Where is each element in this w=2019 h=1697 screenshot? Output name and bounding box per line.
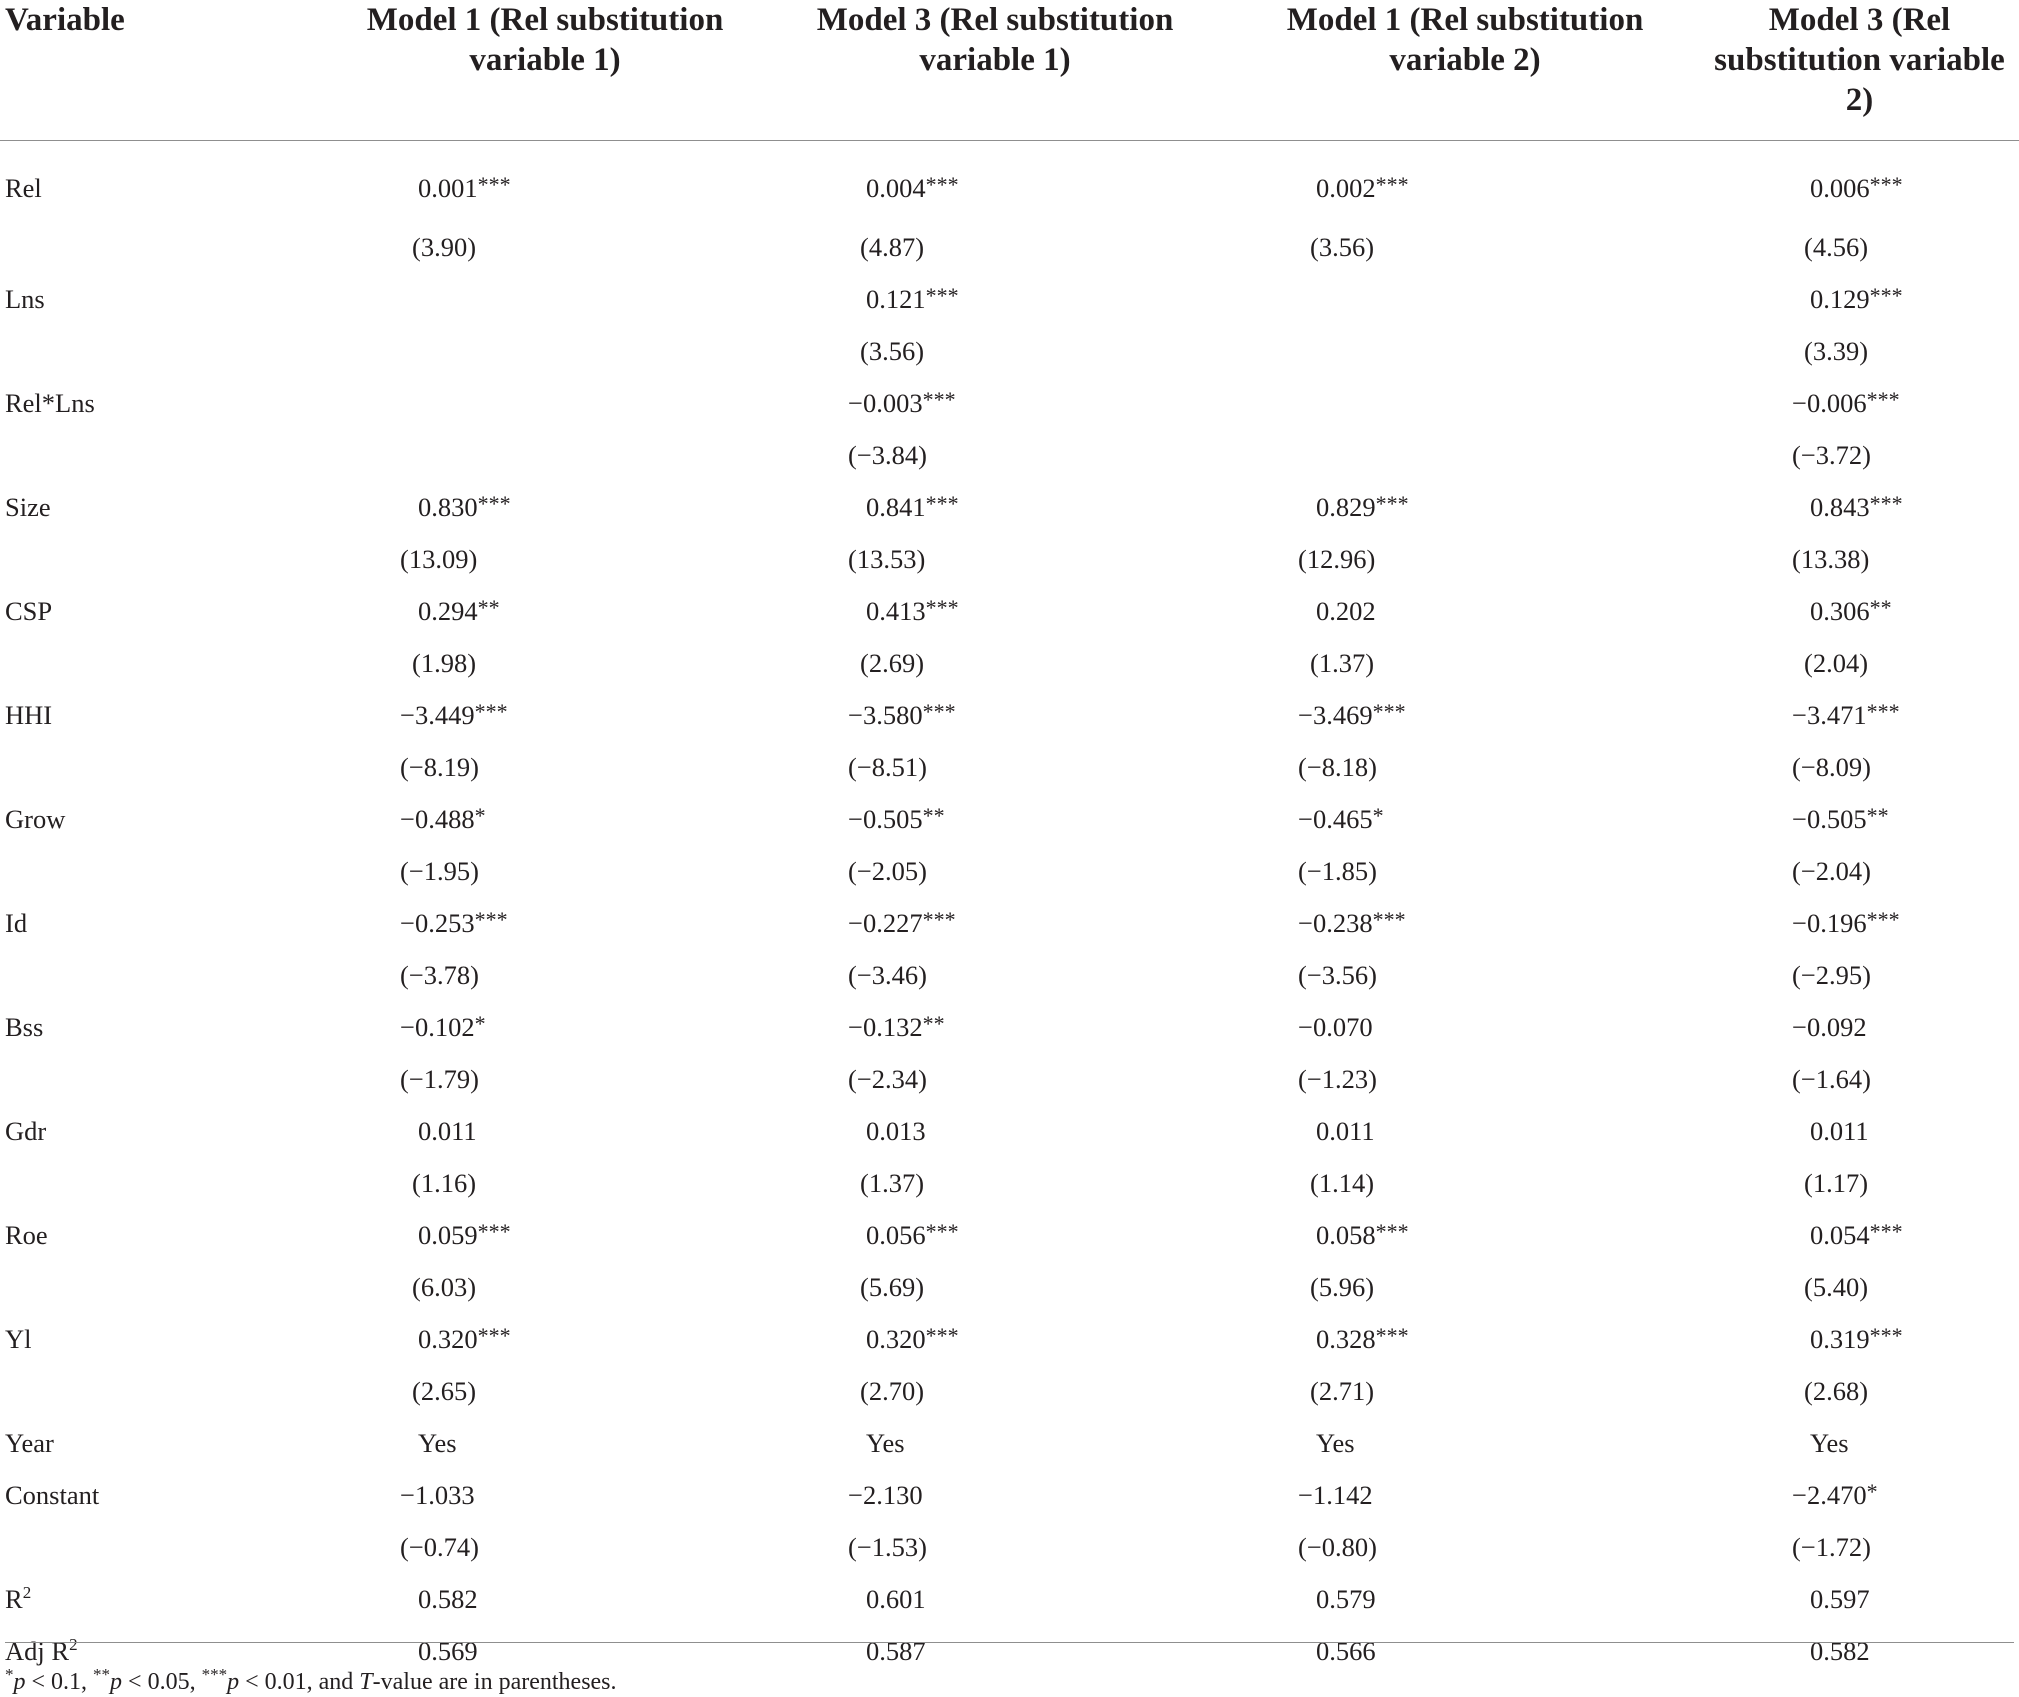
- row-label: Year: [5, 1427, 54, 1458]
- table-cell: 0.829***: [1316, 491, 1409, 522]
- table-cell: 0.569: [418, 1635, 478, 1666]
- table-cell: (−8.19): [400, 751, 479, 782]
- table-cell: −0.488*: [400, 803, 486, 834]
- table-cell: −0.006***: [1792, 387, 1900, 418]
- table-cell: (5.69): [860, 1271, 925, 1302]
- footnote-sig2: **: [93, 1665, 111, 1684]
- table-cell: 0.319***: [1810, 1323, 1903, 1354]
- table-cell: (2.04): [1804, 647, 1869, 678]
- table-cell: (−2.34): [848, 1063, 927, 1094]
- table-cell: (13.38): [1792, 543, 1870, 574]
- row-label: [0, 1365, 330, 1417]
- table-row: [0, 429, 2019, 481]
- table-cell: −3.580***: [848, 699, 956, 730]
- header-variable: Variable: [0, 0, 330, 141]
- row-label: Constant: [5, 1479, 100, 1510]
- table-cell: (2.71): [1310, 1375, 1375, 1406]
- table-cell: 0.011: [418, 1115, 477, 1146]
- table-cell: −0.238***: [1298, 907, 1406, 938]
- table-cell: (1.98): [412, 647, 477, 678]
- table-cell: (3.39): [1804, 335, 1869, 366]
- table-row: [0, 1001, 2019, 1053]
- row-label: Bss: [5, 1011, 44, 1042]
- row-label: [0, 845, 330, 897]
- table-cell: [1230, 429, 1700, 481]
- table-cell: 0.011: [1810, 1115, 1869, 1146]
- table-cell: 0.054***: [1810, 1219, 1903, 1250]
- table-cell: 0.566: [1316, 1635, 1376, 1666]
- table-cell: 0.841***: [866, 491, 959, 522]
- table-cell: (2.65): [412, 1375, 477, 1406]
- table-row: [0, 1209, 2019, 1261]
- table-cell: (3.56): [1310, 231, 1375, 262]
- table-row: [0, 221, 2019, 273]
- table-cell: −2.470*: [1792, 1479, 1878, 1510]
- table-body: [0, 141, 2019, 1678]
- table-cell: [330, 273, 760, 325]
- table-row: [0, 1261, 2019, 1313]
- footnote-p2: p: [110, 1669, 123, 1695]
- table-cell: 0.601: [866, 1583, 926, 1614]
- table-cell: (−3.78): [400, 959, 479, 990]
- table-cell: [330, 429, 760, 481]
- table-cell: 0.001***: [418, 172, 511, 203]
- table-cell: (−1.72): [1792, 1531, 1871, 1562]
- table-cell: (−1.64): [1792, 1063, 1871, 1094]
- table-cell: Yes: [418, 1427, 457, 1458]
- table-cell: [1230, 377, 1700, 429]
- table-row: [0, 741, 2019, 793]
- table-cell: 0.013: [866, 1115, 926, 1146]
- table-cell: (−0.74): [400, 1531, 479, 1562]
- table-cell: 0.006***: [1810, 172, 1903, 203]
- table-cell: (1.16): [412, 1167, 477, 1198]
- table-cell: (−2.04): [1792, 855, 1871, 886]
- header-model-2: Model 3 (Rel substitution variable 1): [760, 0, 1230, 141]
- row-label: [0, 325, 330, 377]
- table-cell: 0.011: [1316, 1115, 1375, 1146]
- table-cell: (−3.84): [848, 439, 927, 470]
- table-cell: 0.597: [1810, 1583, 1870, 1614]
- footnote-sig1: *: [5, 1665, 14, 1684]
- row-label: [0, 741, 330, 793]
- row-label: [0, 1053, 330, 1105]
- table-cell: (−1.53): [848, 1531, 927, 1562]
- table-cell: [330, 377, 760, 429]
- row-label: Id: [5, 907, 28, 938]
- table-footnote: [5, 1660, 617, 1697]
- table-row: [0, 1053, 2019, 1105]
- table-cell: (1.14): [1310, 1167, 1375, 1198]
- table-cell: (13.53): [848, 543, 926, 574]
- table-cell: (1.37): [1310, 647, 1375, 678]
- row-label: Rel: [5, 172, 42, 203]
- table-cell: (−2.95): [1792, 959, 1871, 990]
- table-cell: (2.68): [1804, 1375, 1869, 1406]
- table-cell: −3.469***: [1298, 699, 1406, 730]
- table-cell: −0.505**: [1792, 803, 1889, 834]
- table-cell: (4.56): [1804, 231, 1869, 262]
- table-cell: (−3.56): [1298, 959, 1377, 990]
- table-cell: (−3.46): [848, 959, 927, 990]
- table-cell: 0.587: [866, 1635, 926, 1666]
- table-cell: 0.059***: [418, 1219, 511, 1250]
- table-cell: (2.69): [860, 647, 925, 678]
- table-cell: 0.129***: [1810, 283, 1903, 314]
- table-cell: (−3.72): [1792, 439, 1871, 470]
- table-cell: (−1.79): [400, 1063, 479, 1094]
- table-row: [0, 481, 2019, 533]
- table-bottom-rule: [5, 1642, 2014, 1643]
- row-label: [0, 637, 330, 689]
- table-cell: −1.142: [1298, 1479, 1373, 1510]
- table-cell: [330, 325, 760, 377]
- table-cell: (5.40): [1804, 1271, 1869, 1302]
- table-cell: −0.092: [1792, 1011, 1867, 1042]
- footnote-t2: < 0.05,: [122, 1669, 202, 1695]
- row-label: HHI: [5, 699, 53, 730]
- table-cell: 0.582: [1810, 1635, 1870, 1666]
- table-cell: (1.37): [860, 1167, 925, 1198]
- header-model-4: Model 3 (Rel substitution variable 2): [1700, 0, 2019, 141]
- table-cell: (−1.95): [400, 855, 479, 886]
- row-label: [0, 1157, 330, 1209]
- table-cell: 0.328***: [1316, 1323, 1409, 1354]
- footnote-sig3: ***: [201, 1665, 228, 1684]
- row-label: Lns: [5, 283, 45, 314]
- table-cell: (1.17): [1804, 1167, 1869, 1198]
- table-cell: 0.004***: [866, 172, 959, 203]
- footnote-t3: < 0.01, and: [239, 1669, 360, 1695]
- table-cell: 0.320***: [418, 1323, 511, 1354]
- table-cell: −1.033: [400, 1479, 475, 1510]
- table-cell: (−0.80): [1298, 1531, 1377, 1562]
- table-header: [0, 0, 2019, 141]
- row-label: $R^2$: [5, 1583, 32, 1614]
- footnote-p1: p: [13, 1669, 26, 1695]
- table-cell: (−1.85): [1298, 855, 1377, 886]
- row-label: [0, 221, 330, 273]
- footnote-t4: -value are in parentheses.: [372, 1669, 617, 1695]
- table-cell: (2.70): [860, 1375, 925, 1406]
- table-cell: 0.413***: [866, 595, 959, 626]
- row-label: [0, 533, 330, 585]
- table-cell: (6.03): [412, 1271, 477, 1302]
- row-label: CSP: [5, 595, 53, 626]
- table-cell: 0.056***: [866, 1219, 959, 1250]
- footnote-t1: < 0.1,: [25, 1669, 94, 1695]
- table-row: [0, 1365, 2019, 1417]
- table-cell: [1230, 325, 1700, 377]
- row-label: Rel*Lns: [5, 387, 95, 418]
- table-row: [0, 1521, 2019, 1573]
- table-cell: Yes: [866, 1427, 905, 1458]
- table-row: [0, 585, 2019, 637]
- row-label: Adj $R^2$: [5, 1635, 78, 1666]
- table-cell: 0.582: [418, 1583, 478, 1614]
- table-cell: −0.465*: [1298, 803, 1384, 834]
- table-cell: −0.132**: [848, 1011, 945, 1042]
- table-cell: −0.505**: [848, 803, 945, 834]
- table-cell: −2.130: [848, 1479, 923, 1510]
- table-cell: (3.90): [412, 231, 477, 262]
- table-cell: −0.102*: [400, 1011, 486, 1042]
- table-row: [0, 377, 2019, 429]
- row-label: Gdr: [5, 1115, 47, 1146]
- table-cell: −0.003***: [848, 387, 956, 418]
- footnote-tvar: T: [359, 1669, 373, 1695]
- table-cell: −0.253***: [400, 907, 508, 938]
- header-model-3: Model 1 (Rel substitution variable 2): [1230, 0, 1700, 141]
- table-cell: Yes: [1810, 1427, 1849, 1458]
- row-label: [0, 1261, 330, 1313]
- row-label: Grow: [5, 803, 66, 834]
- table-row: [0, 325, 2019, 377]
- table-cell: −3.471***: [1792, 699, 1900, 730]
- row-label: [0, 949, 330, 1001]
- table-row: [0, 897, 2019, 949]
- table-cell: 0.830***: [418, 491, 511, 522]
- table-cell: −3.449***: [400, 699, 508, 730]
- table-cell: 0.306**: [1810, 595, 1892, 626]
- table-row: [0, 1417, 2019, 1469]
- row-label: [0, 429, 330, 481]
- table-cell: (−8.18): [1298, 751, 1377, 782]
- table-cell: 0.294**: [418, 595, 500, 626]
- table-cell: −0.227***: [848, 907, 956, 938]
- table-cell: (−1.23): [1298, 1063, 1377, 1094]
- table-cell: (4.87): [860, 231, 925, 262]
- table-row: [0, 637, 2019, 689]
- table-row: [0, 1573, 2019, 1625]
- table-cell: 0.058***: [1316, 1219, 1409, 1250]
- table-row: [0, 1157, 2019, 1209]
- table-cell: −0.070: [1298, 1011, 1373, 1042]
- table-row: [0, 1105, 2019, 1157]
- header-row: [0, 0, 2019, 141]
- table-row: [0, 141, 2019, 222]
- table-cell: 0.121***: [866, 283, 959, 314]
- table-cell: (3.56): [860, 335, 925, 366]
- footnote-p3: p: [227, 1669, 240, 1695]
- row-label: Size: [5, 491, 51, 522]
- table-cell: (−8.09): [1792, 751, 1871, 782]
- table-row: [0, 533, 2019, 585]
- table-cell: 0.002***: [1316, 172, 1409, 203]
- table-cell: (−2.05): [848, 855, 927, 886]
- row-label: Roe: [5, 1219, 48, 1250]
- table-row: [0, 793, 2019, 845]
- table-row: [0, 689, 2019, 741]
- table-row: [0, 1469, 2019, 1521]
- table-cell: 0.202: [1316, 595, 1376, 626]
- table-cell: 0.579: [1316, 1583, 1376, 1614]
- row-label: [0, 1521, 330, 1573]
- table-cell: Yes: [1316, 1427, 1355, 1458]
- row-label: Yl: [5, 1323, 32, 1354]
- table-row: [0, 949, 2019, 1001]
- header-model-1: Model 1 (Rel substitution variable 1): [330, 0, 760, 141]
- table-cell: −0.196***: [1792, 907, 1900, 938]
- table-cell: (5.96): [1310, 1271, 1375, 1302]
- table-cell: 0.843***: [1810, 491, 1903, 522]
- table-cell: [1230, 273, 1700, 325]
- table-cell: (13.09): [400, 543, 478, 574]
- table-row: [0, 845, 2019, 897]
- table-cell: 0.320***: [866, 1323, 959, 1354]
- table-row: [0, 273, 2019, 325]
- table-row: [0, 1313, 2019, 1365]
- table-cell: (12.96): [1298, 543, 1376, 574]
- table-cell: (−8.51): [848, 751, 927, 782]
